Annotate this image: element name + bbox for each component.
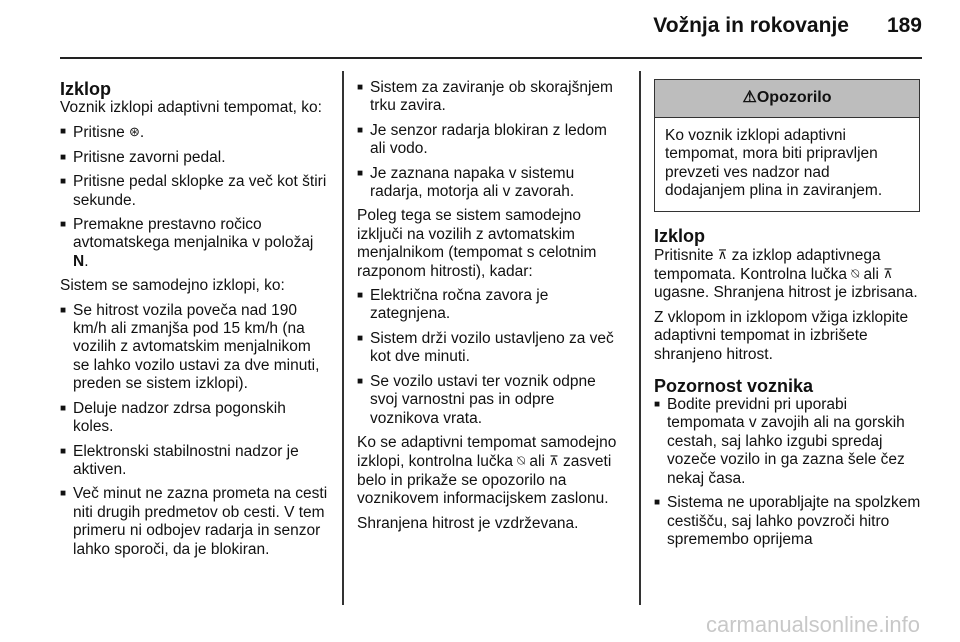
list-item: ■ Elektronski stabilnostni nadzor je aktiven. (60, 443, 328, 480)
paragraph-text: Ko se adaptivni tempomat samodejno izklopi, kontrolna lučka (357, 433, 617, 471)
paragraph: Voznik izklopi adaptivni tempomat, ko: (60, 99, 322, 116)
list-item: ■ Sistem za zaviranje ob skorajšnjem trku zavira. (357, 79, 625, 116)
section-heading-izklop: Izklop (60, 79, 112, 99)
list-item: ■ Sistem drži vozilo ustavljeno za več kot dve minuti. (357, 330, 625, 367)
list-item: ■ Več minut ne zazna prometa na cesti niti drugih predmetov ob cesti. V tem primeru ni odbojev radarja in senzor lahko sporoči, da je blokiran. (60, 485, 328, 559)
list-item-text: Pritisne (73, 124, 125, 142)
list-item: ■ Se vozilo ustavi ter voznik odpne svoj varnostni pas in odpre voznikova vrata. (357, 373, 625, 428)
paragraph-text: Pritisnite (654, 246, 714, 264)
warning-box (654, 79, 920, 212)
list-item: ■ Pritisne ⊛. (60, 123, 328, 142)
header-title: Vožnja in rokovanje (653, 14, 849, 37)
list-item: ■ Električna ročna zavora je zategnjena. (357, 287, 625, 324)
section-heading-izklop: Izklop (654, 225, 706, 246)
list-item: ■ Se hitrost vozila poveča nad 190 km/h ali zmanjša pod 15 km/h (na vozilih z avtomatskim menjalnikom se lahko vozilo ustavi za dve minuti, preden se sistem izklopi). (60, 302, 328, 394)
list-item: ■ Pritisne pedal sklopke za več kot štiri sekunde. (60, 173, 328, 210)
list-item: ■ Pritisne zavorni pedal. (60, 149, 328, 167)
warning-icon: ⚠ (742, 89, 757, 107)
adaptive-cruise-icon: ⊼ (549, 453, 559, 469)
paragraph: Poleg tega se sistem samodejno izključi na vozilih z avtomatskim menjalnikom (tempomat s celotnim razponom hitrosti), kadar: (357, 207, 597, 280)
paragraph-text: ugasne. Shranjena hitrost je izbrisana. (654, 284, 918, 302)
paragraph: Sistem se samodejno izklopi, ko: (60, 277, 285, 295)
page-header (0, 14, 922, 38)
warning-body: Ko voznik izklopi adaptivni tempomat, mora biti pripravljen prevzeti ves nadzor nad dodajanjem plina in zaviranjem. (665, 127, 883, 200)
list-item: ■ Je zaznana napaka v sistemu radarja, motorja ali v zavorah. (357, 165, 625, 202)
column-2 (357, 79, 625, 539)
list-item: ■ Premakne prestavno ročico avtomatskega menjalnika v položaj N. (60, 216, 328, 271)
section-heading-pozornost: Pozornost voznika (654, 376, 814, 397)
column-divider-1 (342, 71, 344, 605)
page-number: 189 (886, 14, 922, 37)
paragraph-text: zasveti belo in prikaže se opozorilo na voznikovem informacijskem zaslonu. (357, 453, 612, 508)
bullet-list (60, 123, 328, 271)
warning-header (655, 80, 919, 118)
paragraph: Shranjena hitrost je vzdrževana. (357, 514, 579, 532)
adaptive-cruise-icon: ⊼ (883, 266, 893, 282)
cruise-lamp-icon: ⍉ (851, 266, 860, 282)
adaptive-cruise-icon: ⊼ (717, 246, 728, 262)
watermark: carmanualsonline.info (705, 612, 920, 637)
list-item: ■ Deluje nadzor zdrsa pogonskih koles. (60, 400, 328, 437)
warning-title: Opozorilo (756, 89, 832, 107)
cruise-off-icon: ⊛ (129, 124, 140, 140)
gear-position: N (73, 252, 85, 270)
paragraph-text: ali (529, 453, 545, 471)
list-item-text: Premakne prestavno ročico avtomatskega menjalnika v položaj (73, 216, 314, 252)
list-item: ■ Je senzor radarja blokiran z ledom ali vodo. (357, 122, 625, 159)
paragraph-text: ali (863, 266, 879, 284)
paragraph (357, 434, 625, 509)
list-item: ■ Sistema ne uporabljajte na spolzkem cestišču, saj lahko povzroči hitro spremembo oprijema (654, 494, 922, 549)
paragraph: Z vklopom in izklopom vžiga izklopite adaptivni tempomat in izbrišete shranjeno hitrost. (654, 308, 909, 363)
bullet-list (357, 287, 625, 428)
column-1 (60, 79, 328, 565)
paragraph (654, 246, 922, 303)
bullet-list (357, 79, 625, 201)
paragraph-text: za izklop adaptivnega tempomata. Kontrolna lučka (654, 246, 881, 284)
bullet-list (60, 302, 328, 559)
cruise-lamp-icon: ⍉ (517, 453, 526, 469)
column-3 (654, 79, 922, 555)
column-divider-2 (639, 71, 641, 605)
list-item: ■ Bodite previdni pri uporabi tempomata v zavojih ali na gorskih cestah, saj lahko izgubi spredaj vozeče vozilo in ga zazna šele čez nekaj časa. (654, 396, 922, 488)
header-rule (60, 57, 922, 59)
bullet-list (654, 396, 922, 549)
